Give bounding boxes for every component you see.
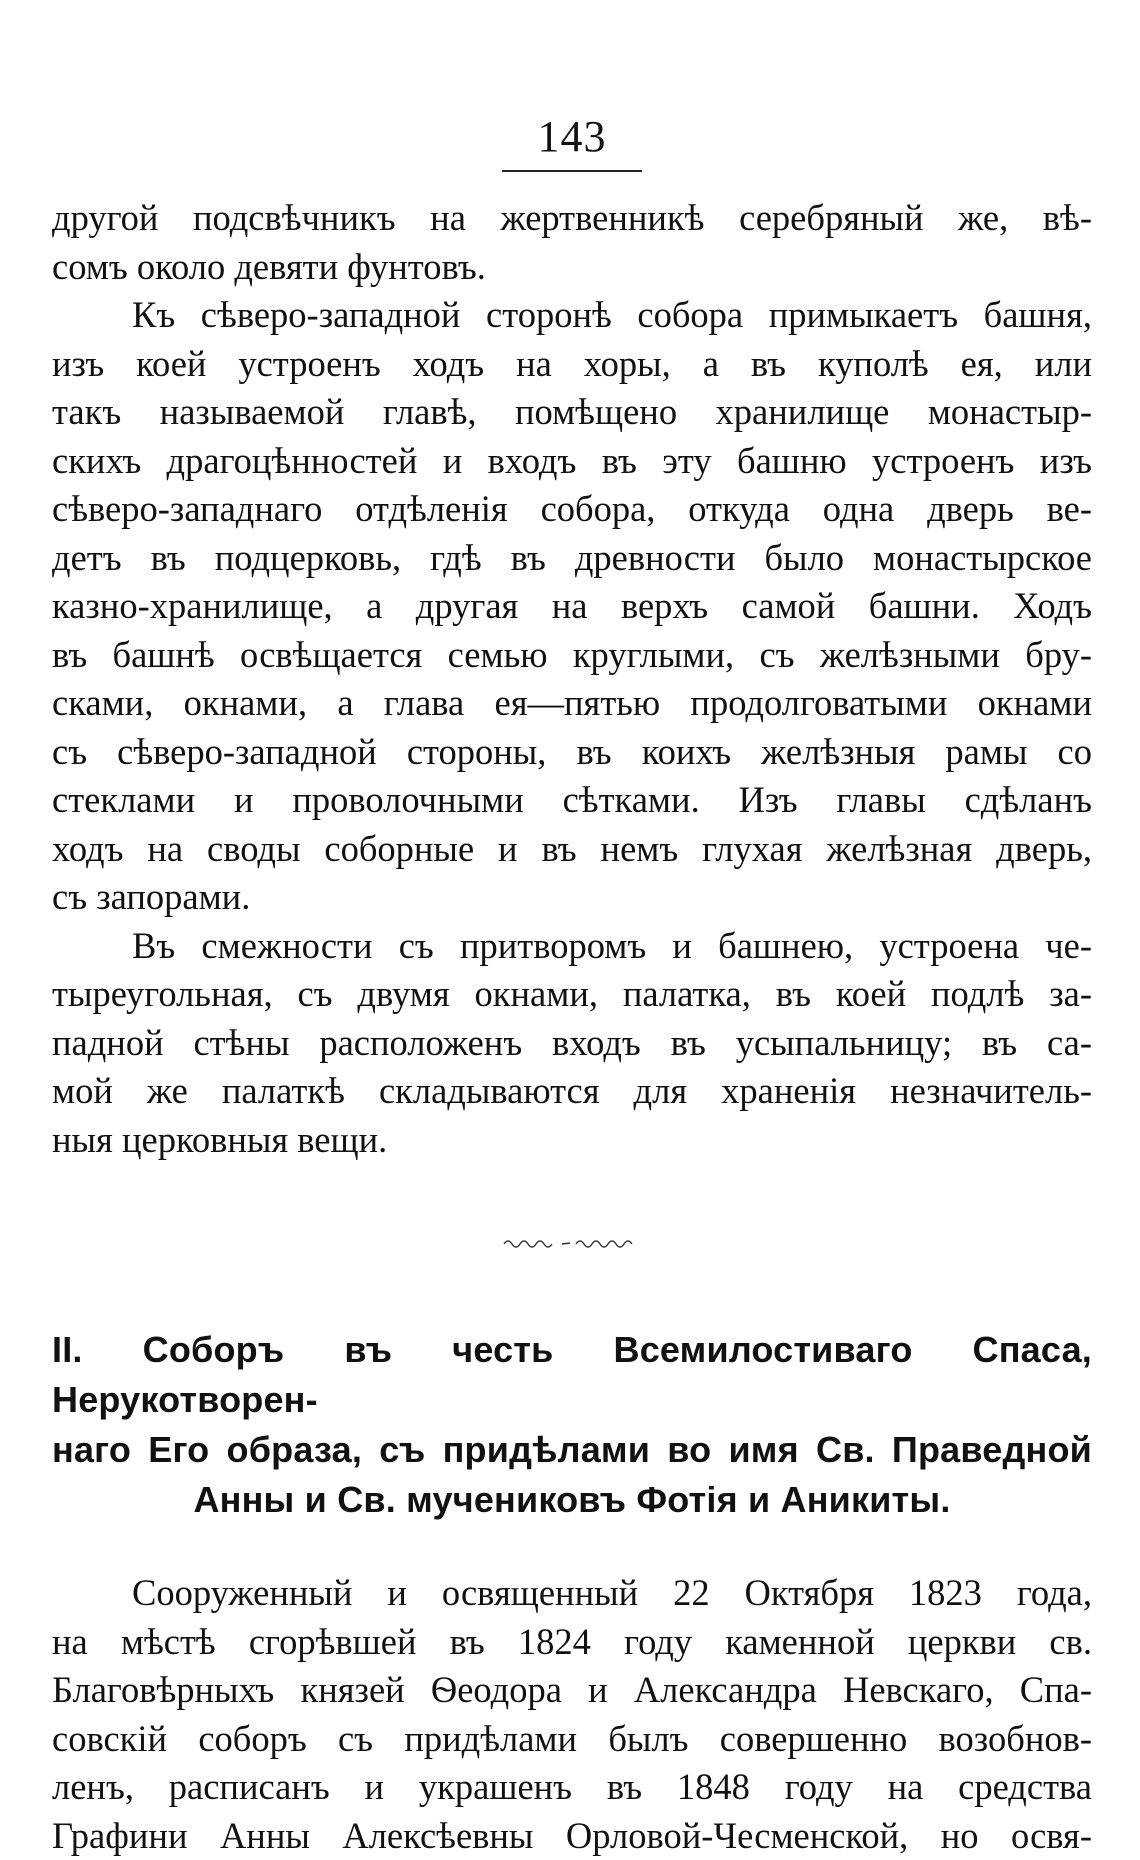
section-divider-ornament	[52, 1236, 1092, 1255]
paragraph-2	[52, 291, 1092, 922]
paragraph-line: съ запорами.	[52, 873, 1092, 922]
heading-line: наго Его образа, съ придѣлами во имя Св. Праведной	[52, 1425, 1092, 1475]
paragraph-line: совскій соборъ съ придѣлами былъ совершенно возобнов-	[52, 1715, 1092, 1764]
paragraph-line: Благовѣрныхъ князей Ѳеодора и Александра Невскаго, Спа-	[52, 1666, 1092, 1715]
heading-line: Анны и Св. мучениковъ Фотія и Аникиты.	[52, 1475, 1092, 1525]
section-heading	[52, 1325, 1092, 1525]
paragraph-line: на мѣстѣ сгорѣвшей въ 1824 году каменной церкви св.	[52, 1618, 1092, 1667]
paragraph-line: мой же палаткѣ складываются для храненія незначитель-	[52, 1067, 1092, 1116]
paragraph-3	[52, 922, 1092, 1165]
paragraph-line: скихъ драгоцѣнностей и входъ въ эту башню устроенъ изъ	[52, 437, 1092, 486]
book-page	[52, 112, 1092, 1860]
paragraph-line: въ башнѣ освѣщается семью круглыми, съ желѣзными бру-	[52, 631, 1092, 680]
paragraph-line: съ сѣверо-западной стороны, въ коихъ желѣзныя рамы со	[52, 728, 1092, 777]
paragraph-line: Въ смежности съ притворомъ и башнею, устроена че-	[52, 922, 1092, 971]
page-number-rule	[502, 170, 642, 172]
paragraph-line: Сооруженный и освященный 22 Октября 1823 года,	[52, 1569, 1092, 1618]
paragraph-line: изъ коей устроенъ ходъ на хоры, а въ куполѣ ея, или	[52, 340, 1092, 389]
paragraph-line: ходъ на своды соборные и въ немъ глухая желѣзная дверь,	[52, 825, 1092, 874]
paragraph-line: падной стѣны расположенъ входъ въ усыпальницу; въ са-	[52, 1019, 1092, 1068]
page-number: 143	[52, 112, 1092, 162]
paragraph-line: детъ въ подцерковь, гдѣ въ древности было монастырское	[52, 534, 1092, 583]
heading-line: II. Соборъ въ честь Всемилостиваго Спаса, Нерукотворен-	[52, 1325, 1092, 1425]
paragraph-line: сомъ около девяти фунтовъ.	[52, 243, 1092, 292]
paragraph-line: другой подсвѣчникъ на жертвенникѣ серебряный же, вѣ-	[52, 194, 1092, 243]
paragraph-line: стеклами и проволочными сѣтками. Изъ главы сдѣланъ	[52, 776, 1092, 825]
paragraph-1	[52, 194, 1092, 291]
paragraph-line: Графини Анны Алексѣевны Орловой-Чесменской, но освя-	[52, 1812, 1092, 1860]
paragraph-line: ныя церковныя вещи.	[52, 1116, 1092, 1165]
wavy-ornament-icon	[502, 1236, 642, 1250]
paragraph-line: такъ называемой главѣ, помѣщено хранилище монастыр-	[52, 388, 1092, 437]
paragraph-line: сками, окнами, а глава ея—пятью продолговатыми окнами	[52, 679, 1092, 728]
paragraph-line: ленъ, расписанъ и украшенъ въ 1848 году на средства	[52, 1763, 1092, 1812]
paragraph-line: Къ сѣверо-западной сторонѣ собора примыкаетъ башня,	[52, 291, 1092, 340]
section-paragraph	[52, 1569, 1092, 1860]
paragraph-line: тыреугольная, съ двумя окнами, палатка, въ коей подлѣ за-	[52, 970, 1092, 1019]
paragraph-line: сѣверо-западнаго отдѣленія собора, откуда одна дверь ве-	[52, 485, 1092, 534]
paragraph-line: казно-хранилище, а другая на верхъ самой башни. Ходъ	[52, 582, 1092, 631]
